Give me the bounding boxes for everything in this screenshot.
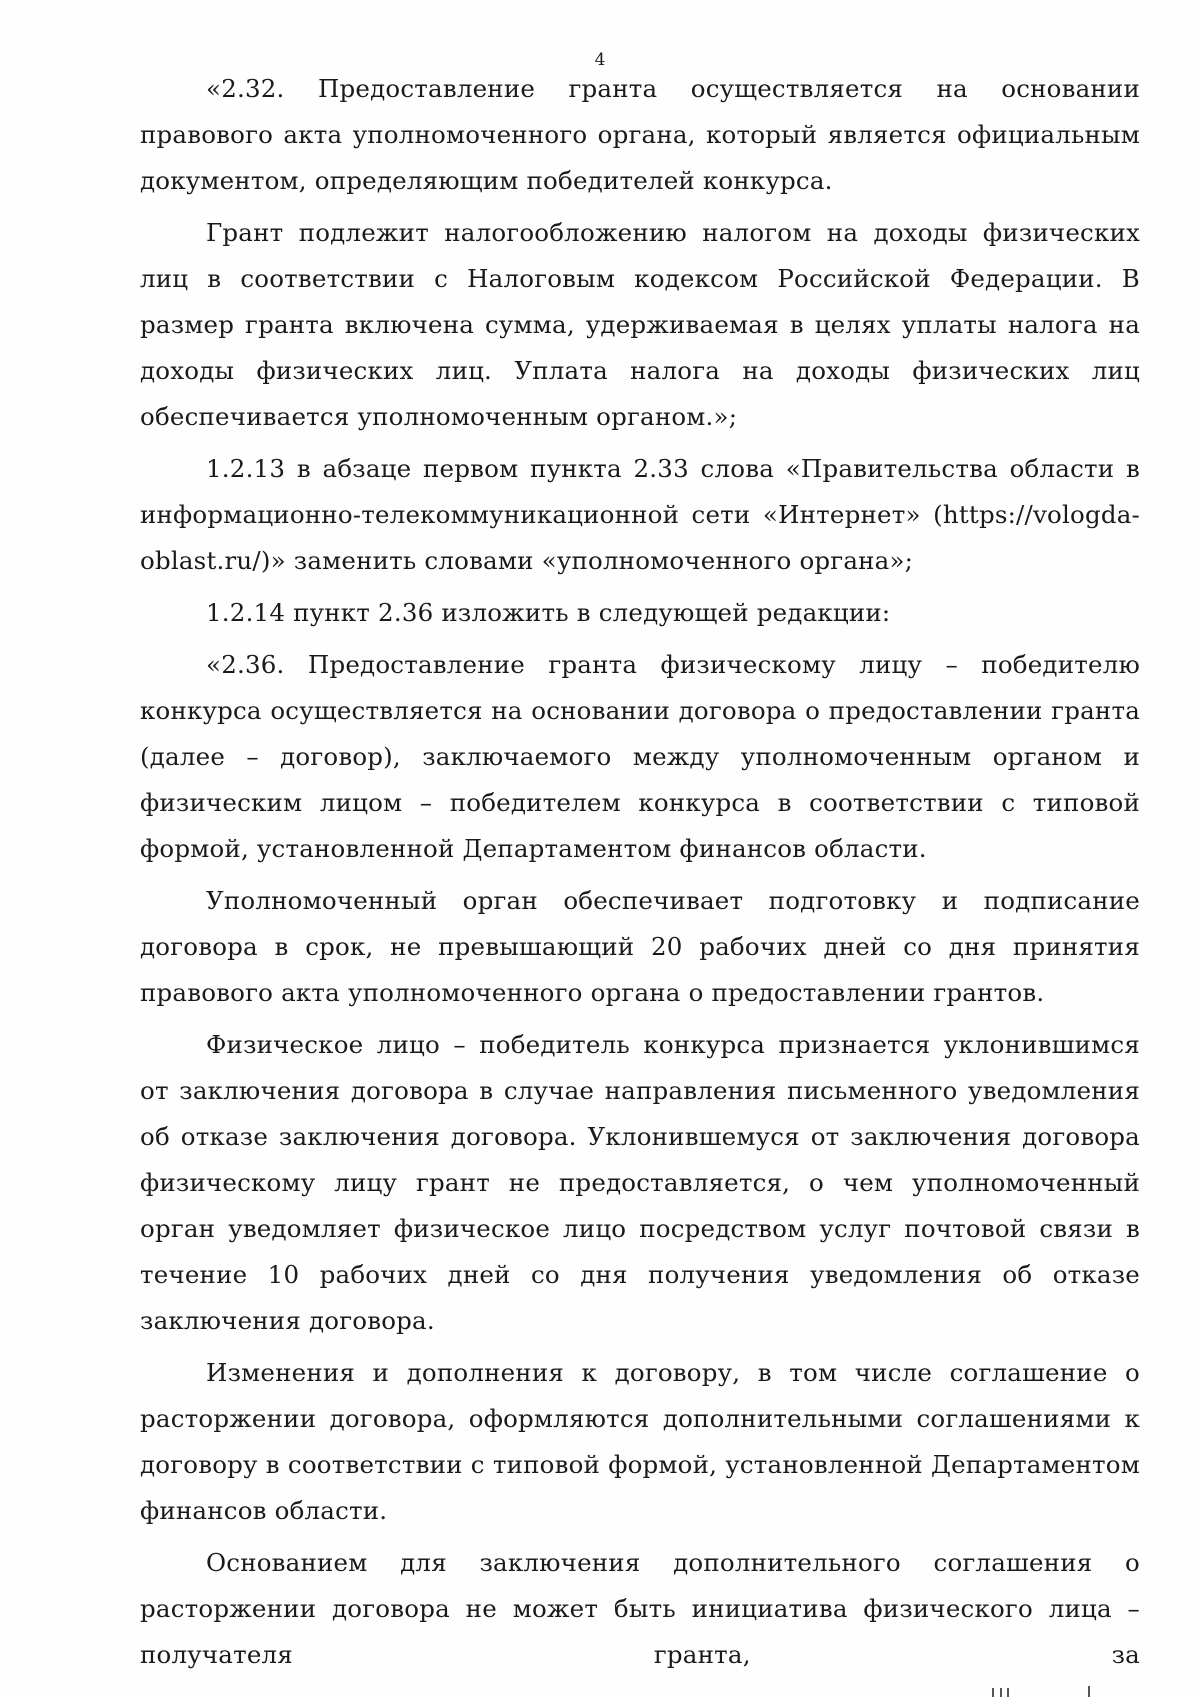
paragraph-termination-basis: Основанием для заключения дополнительного соглашения о расторжении договора не может быть инициатива физического лица – получателя гранта, за (140, 1548, 1140, 1669)
scan-speck (992, 1688, 994, 1697)
page-number: 4 (594, 50, 606, 70)
document-body (140, 66, 1140, 1678)
paragraph-amendments: Изменения и дополнения к договору, в том числе соглашение о расторжении договора, оформляются дополнительными соглашениями к договору в соответствии с типовой формой, установленной Департаментом финансов области. (140, 1358, 1140, 1525)
paragraph-evasion: Физическое лицо – победитель конкурса признается уклонившимся от заключения договора в случае направления письменного уведомления об отказе заключения договора. Уклонившемуся от заключения договора физическому лицу грант не предоставляется, о чем уполномоченный орган уведомляет физическое лицо посредством услуг почтовой связи в течение 10 рабочих дней со дня получения уведомления об отказе заключения договора. (140, 1030, 1140, 1335)
scan-speck (1000, 1688, 1002, 1697)
paragraph-signing-term: Уполномоченный орган обеспечивает подготовку и подписание договора в срок, не превышающий 20 рабочих дней со дня принятия правового акта уполномоченного органа о предоставлении грантов. (140, 886, 1140, 1007)
paragraph-2-32: «2.32. Предоставление гранта осуществляется на основании правового акта уполномоченного органа, который является официальным документом, определяющим победителей конкурса. (140, 74, 1140, 195)
scan-speck (1007, 1688, 1009, 1697)
paragraph-tax: Грант подлежит налогообложению налогом на доходы физических лиц в соответствии с Налоговым кодексом Российской Федерации. В размер гранта включена сумма, удерживаемая в целях уплаты налога на доходы физических лиц. Уплата налога на доходы физических лиц обеспечивается уполномоченным органом.»; (140, 218, 1140, 431)
paragraph-1-2-14: 1.2.14 пункт 2.36 изложить в следующей редакции: (206, 598, 891, 627)
paragraph-1-2-13: 1.2.13 в абзаце первом пункта 2.33 слова «Правительства области в информационно-телекоммуникационной сети «Интернет» (https://vologda-oblast.ru/)» заменить словами «уполномоченного органа»; (140, 454, 1140, 575)
scan-speck (1088, 1686, 1090, 1697)
paragraph-2-36: «2.36. Предоставление гранта физическому лицу – победителю конкурса осуществляется на основании договора о предоставлении гранта (далее – договор), заключаемого между уполномоченным органом и физическим лицом – победителем конкурса в соответствии с типовой формой, установленной Департаментом финансов области. (140, 650, 1140, 863)
